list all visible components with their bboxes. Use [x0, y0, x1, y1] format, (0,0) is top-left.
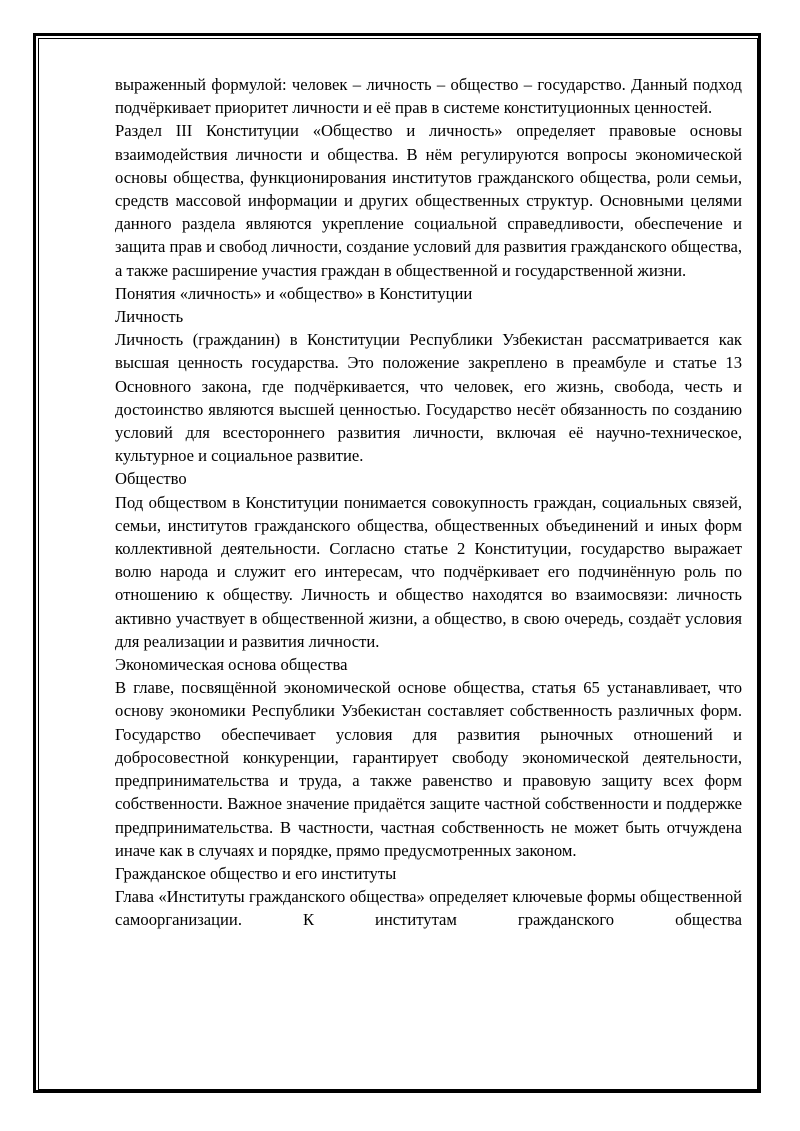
heading-society: Общество — [115, 469, 187, 489]
heading-economic-basis: Экономическая основа общества — [115, 655, 348, 675]
heading-concepts: Понятия «личность» и «общество» в Конституции — [115, 283, 473, 303]
paragraph-civil-society: Глава «Институты гражданского общества» определяет ключевые формы общественной самоорганизации. К институтам гражданского общества — [115, 887, 742, 930]
heading-personality: Личность — [115, 307, 184, 327]
document-body — [115, 73, 742, 932]
paragraph-society: Под обществом в Конституции понимается совокупность граждан, социальных связей, семьи, институтов гражданского общества, общественных объединений и иных форм коллективной деятельности. Согласно статье 2 Конституции, государство выражает волю народа и служит его интересам, что подчёркивает его подчинённую роль по отношению к обществу. Личность и общество находятся во взаимосвязи: личность активно участвует в общественной жизни, а общество, в свою очередь, создаёт условия для реализации и развития личности. — [115, 492, 742, 651]
paragraph-economic-basis: В главе, посвящённой экономической основе общества, статья 65 устанавливает, что основу экономики Республики Узбекистан составляет собственность различных форм. Государство обеспечивает условия для развития рыночных отношений и добросовестной конкуренции, гарантирует свободу экономической деятельности, предпринимательства и труда, а также равенство и правовую защиту всех форм собственности. Важное значение придаётся защите частной собственности и поддержке предпринимательства. В частности, частная собственность не может быть отчуждена иначе как в случаях и порядке, прямо предусмотренных законом. — [115, 678, 742, 860]
heading-civil-society: Гражданское общество и его институты — [115, 863, 397, 883]
paragraph-personality: Личность (гражданин) в Конституции Республики Узбекистан рассматривается как высшая ценность государства. Это положение закреплено в преамбуле и статье 13 Основного закона, где подчёркивается, что человек, его жизнь, свобода, честь и достоинство являются высшей ценностью. Государство несёт обязанность по созданию условий для всестороннего развития личности, включая её научно-техническое, культурное и социальное развитие. — [115, 330, 742, 466]
paragraph-section-iii: Раздел III Конституции «Общество и личность» определяет правовые основы взаимодействия личности и общества. В нём регулируются вопросы экономической основы общества, функционирования институтов гражданского общества, роли семьи, средств массовой информации и других общественных структур. Основными целями данного раздела являются укрепление социальной справедливости, обеспечение и защита прав и свобод личности, создание условий для развития гражданского общества, а также расширение участия граждан в общественной и государственной жизни. — [115, 121, 742, 280]
paragraph-intro-continuation: выраженный формулой: человек – личность – общество – государство. Данный подход подчёркивает приоритет личности и её прав в системе конституционных ценностей. — [115, 75, 742, 118]
